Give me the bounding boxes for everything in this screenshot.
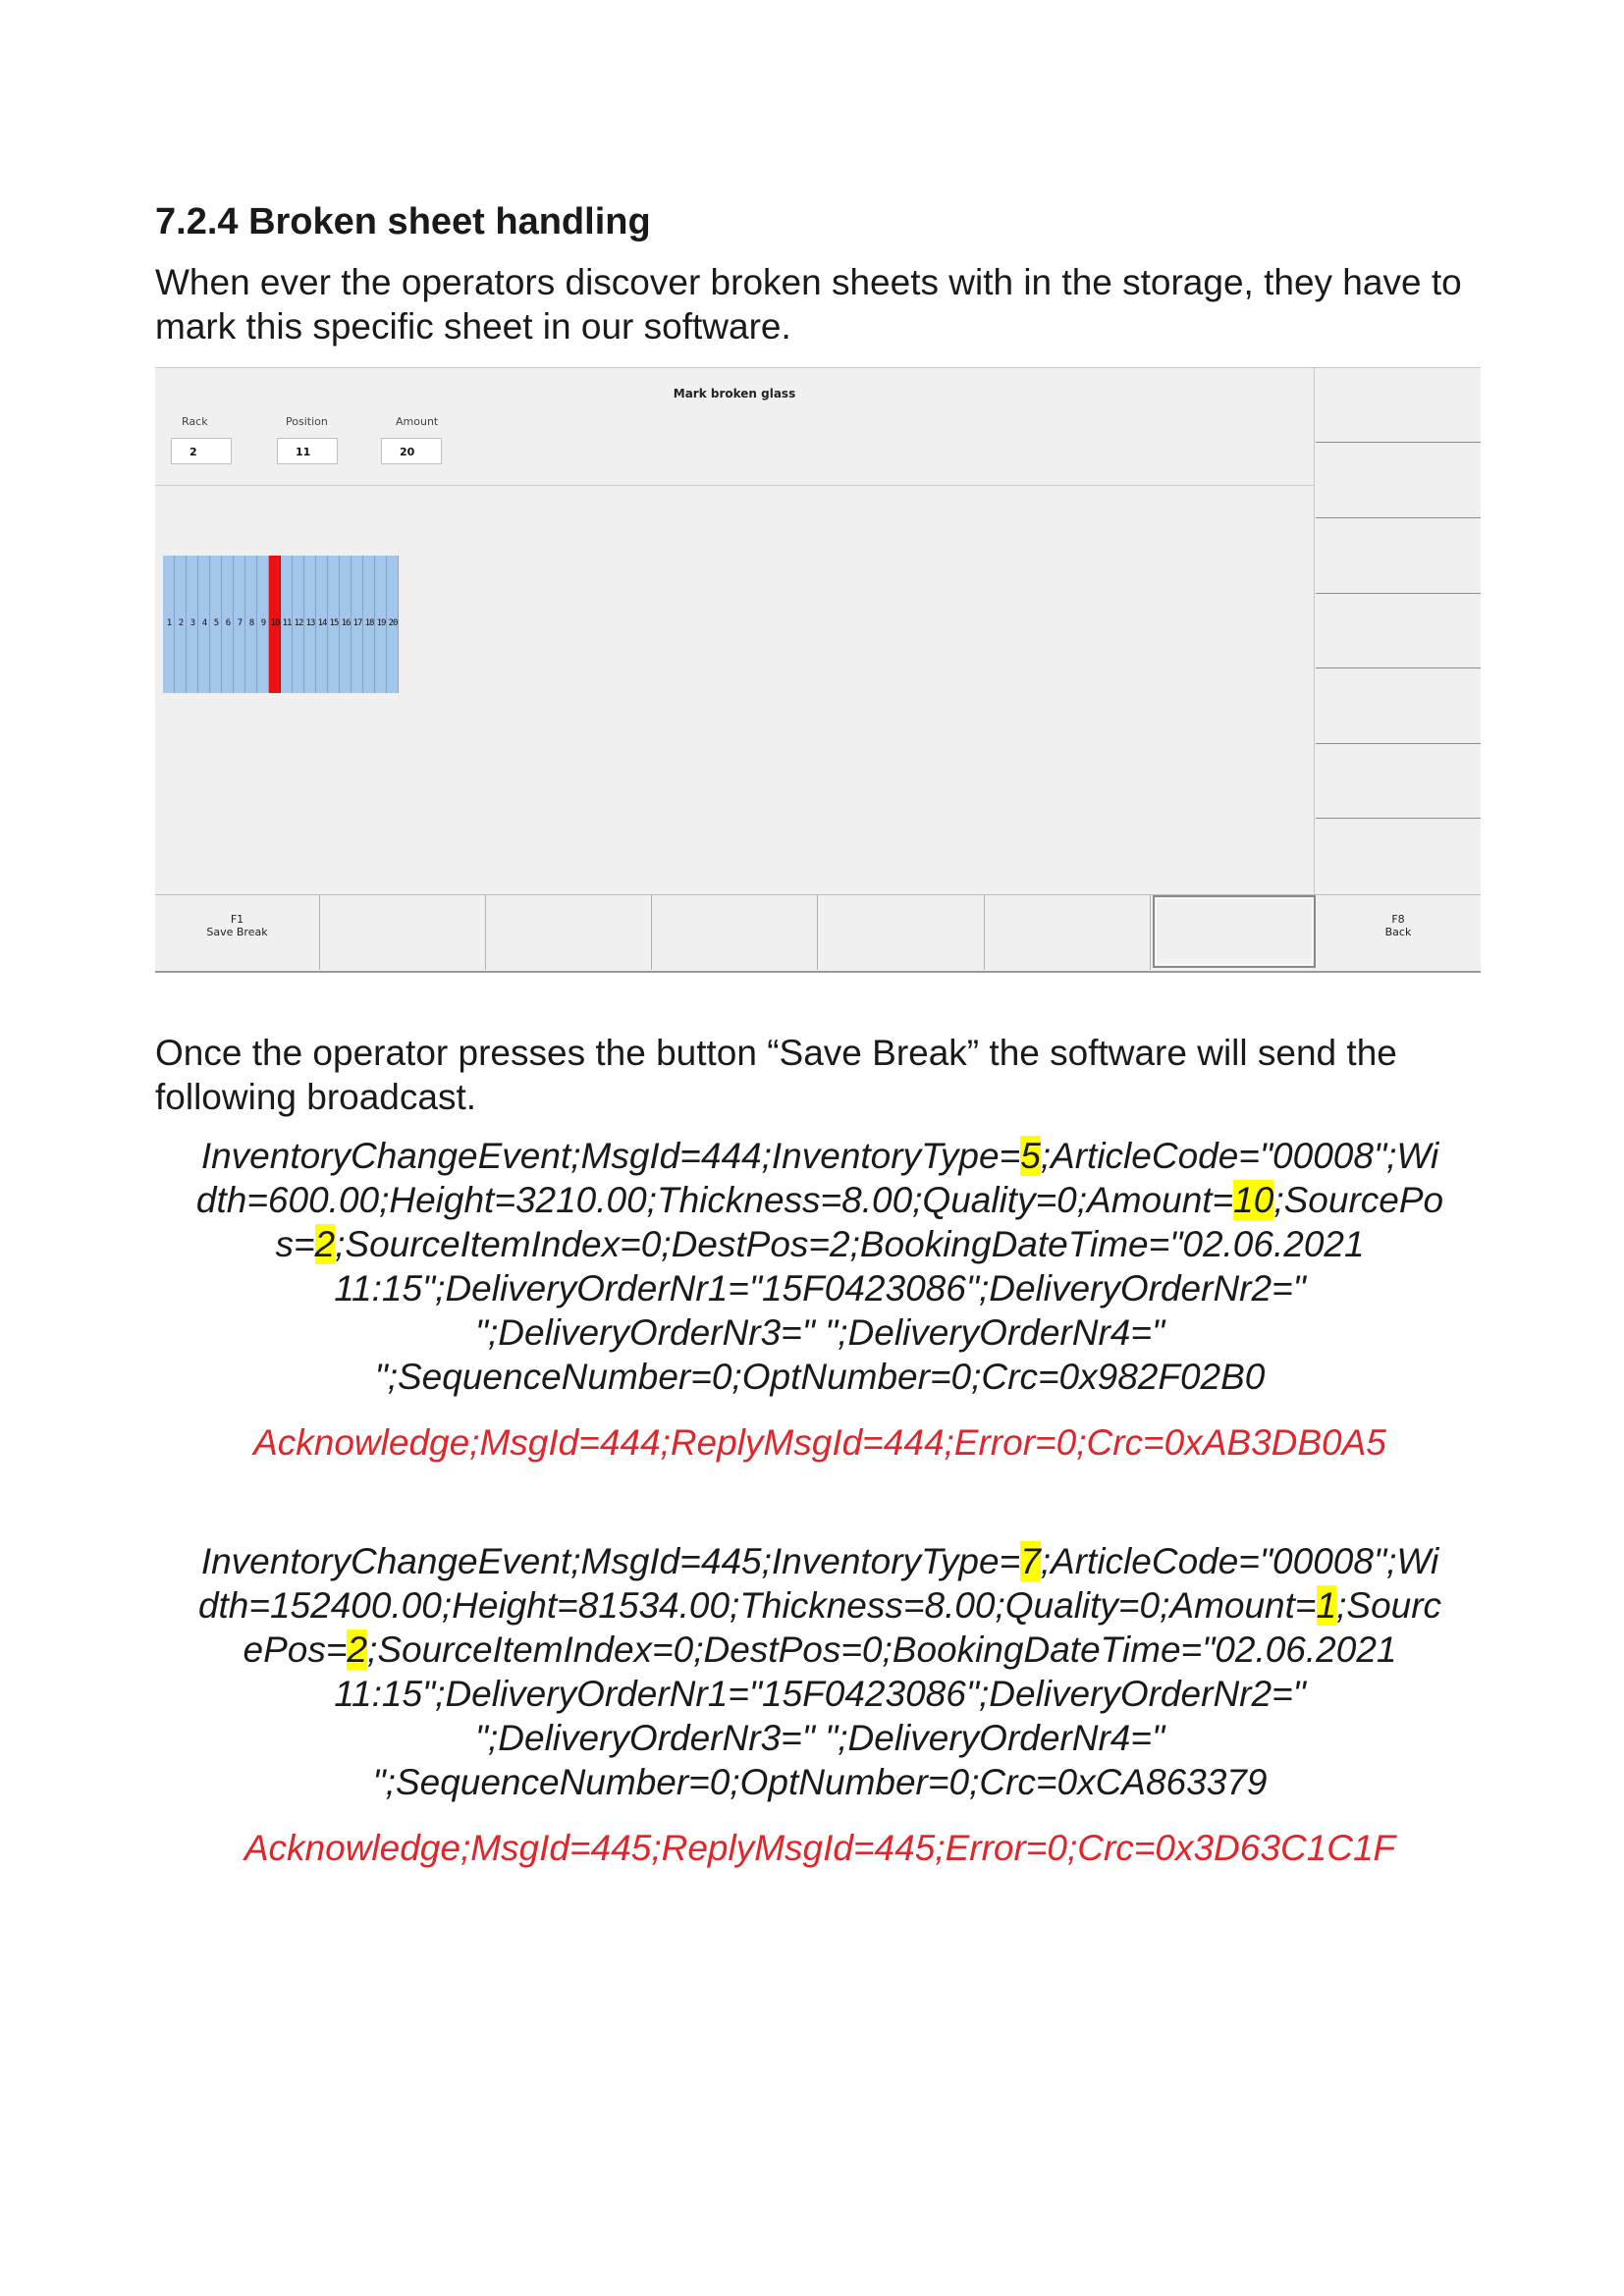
highlighted-value: 7 xyxy=(1020,1541,1041,1581)
slot-number: 5 xyxy=(213,618,219,628)
broadcast-message-2 xyxy=(147,1539,1492,1804)
highlighted-value: 2 xyxy=(347,1629,368,1670)
slot-number: 9 xyxy=(260,618,266,628)
slot-number: 7 xyxy=(237,618,243,628)
side-button-1[interactable] xyxy=(1316,368,1481,443)
intro-paragraph: When ever the operators discover broken sheets with in the storage, they have to mark this specific sheet in our software. xyxy=(155,262,1462,347)
acknowledge-message-1: Acknowledge;MsgId=444;ReplyMsgId=444;Error=0;Crc=0xAB3DB0A5 xyxy=(253,1422,1386,1463)
f1-label: Save Break xyxy=(206,926,268,938)
slot-number: 18 xyxy=(364,618,374,628)
side-button-4[interactable] xyxy=(1316,594,1481,668)
message-line: dth=152400.00;Height=81534.00;Thickness=8.00;Quality=0;Amount=1;Sourc xyxy=(197,1585,1442,1626)
f8-back-button[interactable] xyxy=(1316,895,1481,970)
highlighted-value: 5 xyxy=(1020,1136,1041,1176)
f3-button[interactable] xyxy=(486,895,652,970)
input-header xyxy=(155,368,1314,486)
slot-number: 14 xyxy=(317,618,327,628)
side-button-3[interactable] xyxy=(1316,519,1481,594)
highlighted-value: 10 xyxy=(1233,1180,1274,1220)
rack-visual xyxy=(163,556,399,693)
message-line: ";DeliveryOrderNr3=" ";DeliveryOrderNr4=" xyxy=(474,1718,1165,1758)
slot-number: 11 xyxy=(282,618,292,628)
slot-number: 16 xyxy=(341,618,351,628)
slot-number: 17 xyxy=(352,618,362,628)
message-line: dth=600.00;Height=3210.00;Thickness=8.00;Quality=0;Amount=10;SourcePo xyxy=(195,1180,1444,1220)
rack-field[interactable]: 2 xyxy=(171,438,232,464)
message-line: 11:15";DeliveryOrderNr1="15F0423086";DeliveryOrderNr2=" xyxy=(334,1268,1306,1308)
f8-label: Back xyxy=(1384,926,1412,938)
slot-number: 20 xyxy=(388,618,398,628)
position-label: Position xyxy=(286,415,328,428)
main-panel xyxy=(155,368,1314,894)
software-screenshot xyxy=(155,367,1481,973)
f7-button[interactable] xyxy=(1153,895,1316,968)
message-line: InventoryChangeEvent;MsgId=445;InventoryType=7;ArticleCode="00008";Wi xyxy=(200,1541,1439,1581)
slot-number: 13 xyxy=(305,618,315,628)
amount-label: Amount xyxy=(396,415,439,428)
slot-number: 4 xyxy=(201,618,207,628)
message-line: ePos=2;SourceItemIndex=0;DestPos=0;BookingDateTime="02.06.2021 xyxy=(243,1629,1397,1670)
highlighted-value: 1 xyxy=(1316,1585,1337,1626)
side-buttons xyxy=(1316,368,1481,894)
slot-number: 12 xyxy=(294,618,303,628)
f2-button[interactable] xyxy=(320,895,486,970)
message-line: ";SequenceNumber=0;OptNumber=0;Crc=0xCA863379 xyxy=(372,1762,1268,1802)
broadcast-paragraph: Once the operator presses the button “Save Break” the software will send the following broadcast. xyxy=(155,1033,1397,1117)
f4-button[interactable] xyxy=(652,895,818,970)
screen-title: Mark broken glass xyxy=(673,387,796,400)
f5-button[interactable] xyxy=(818,895,985,970)
slot-number: 1 xyxy=(166,618,172,628)
slot-number: 15 xyxy=(329,618,339,628)
slot-number: 8 xyxy=(248,618,254,628)
amount-field[interactable]: 20 xyxy=(381,438,442,464)
slot-number: 3 xyxy=(189,618,195,628)
f8-key: F8 xyxy=(1391,913,1405,926)
highlighted-value: 2 xyxy=(314,1224,336,1264)
message-line: 11:15";DeliveryOrderNr1="15F0423086";DeliveryOrderNr2=" xyxy=(334,1674,1306,1714)
side-button-7[interactable] xyxy=(1316,820,1481,894)
section-heading: 7.2.4 Broken sheet handling xyxy=(155,201,651,242)
slot-number: 6 xyxy=(225,618,231,628)
side-button-5[interactable] xyxy=(1316,669,1481,744)
f6-button[interactable] xyxy=(985,895,1151,970)
slot-number: 19 xyxy=(376,618,386,628)
message-line: ";SequenceNumber=0;OptNumber=0;Crc=0x982F02B0 xyxy=(374,1357,1266,1397)
side-button-2[interactable] xyxy=(1316,444,1481,518)
side-button-6[interactable] xyxy=(1316,744,1481,819)
f1-key: F1 xyxy=(230,913,244,926)
slot-number: 2 xyxy=(178,618,184,628)
message-line: InventoryChangeEvent;MsgId=444;InventoryType=5;ArticleCode="00008";Wi xyxy=(200,1136,1439,1176)
acknowledge-message-2: Acknowledge;MsgId=445;ReplyMsgId=445;Error=0;Crc=0x3D63C1C1F xyxy=(244,1828,1396,1868)
position-field[interactable]: 11 xyxy=(277,438,338,464)
slot-number: 10 xyxy=(270,618,280,628)
broadcast-message-1 xyxy=(147,1134,1492,1399)
message-line: ";DeliveryOrderNr3=" ";DeliveryOrderNr4=" xyxy=(474,1312,1165,1353)
rack-label: Rack xyxy=(182,415,208,428)
f1-save-break-button[interactable] xyxy=(155,895,320,970)
side-divider xyxy=(1314,368,1315,894)
function-key-bar xyxy=(155,894,1481,972)
message-line: s=2;SourceItemIndex=0;DestPos=2;BookingDateTime="02.06.2021 xyxy=(275,1224,1365,1264)
